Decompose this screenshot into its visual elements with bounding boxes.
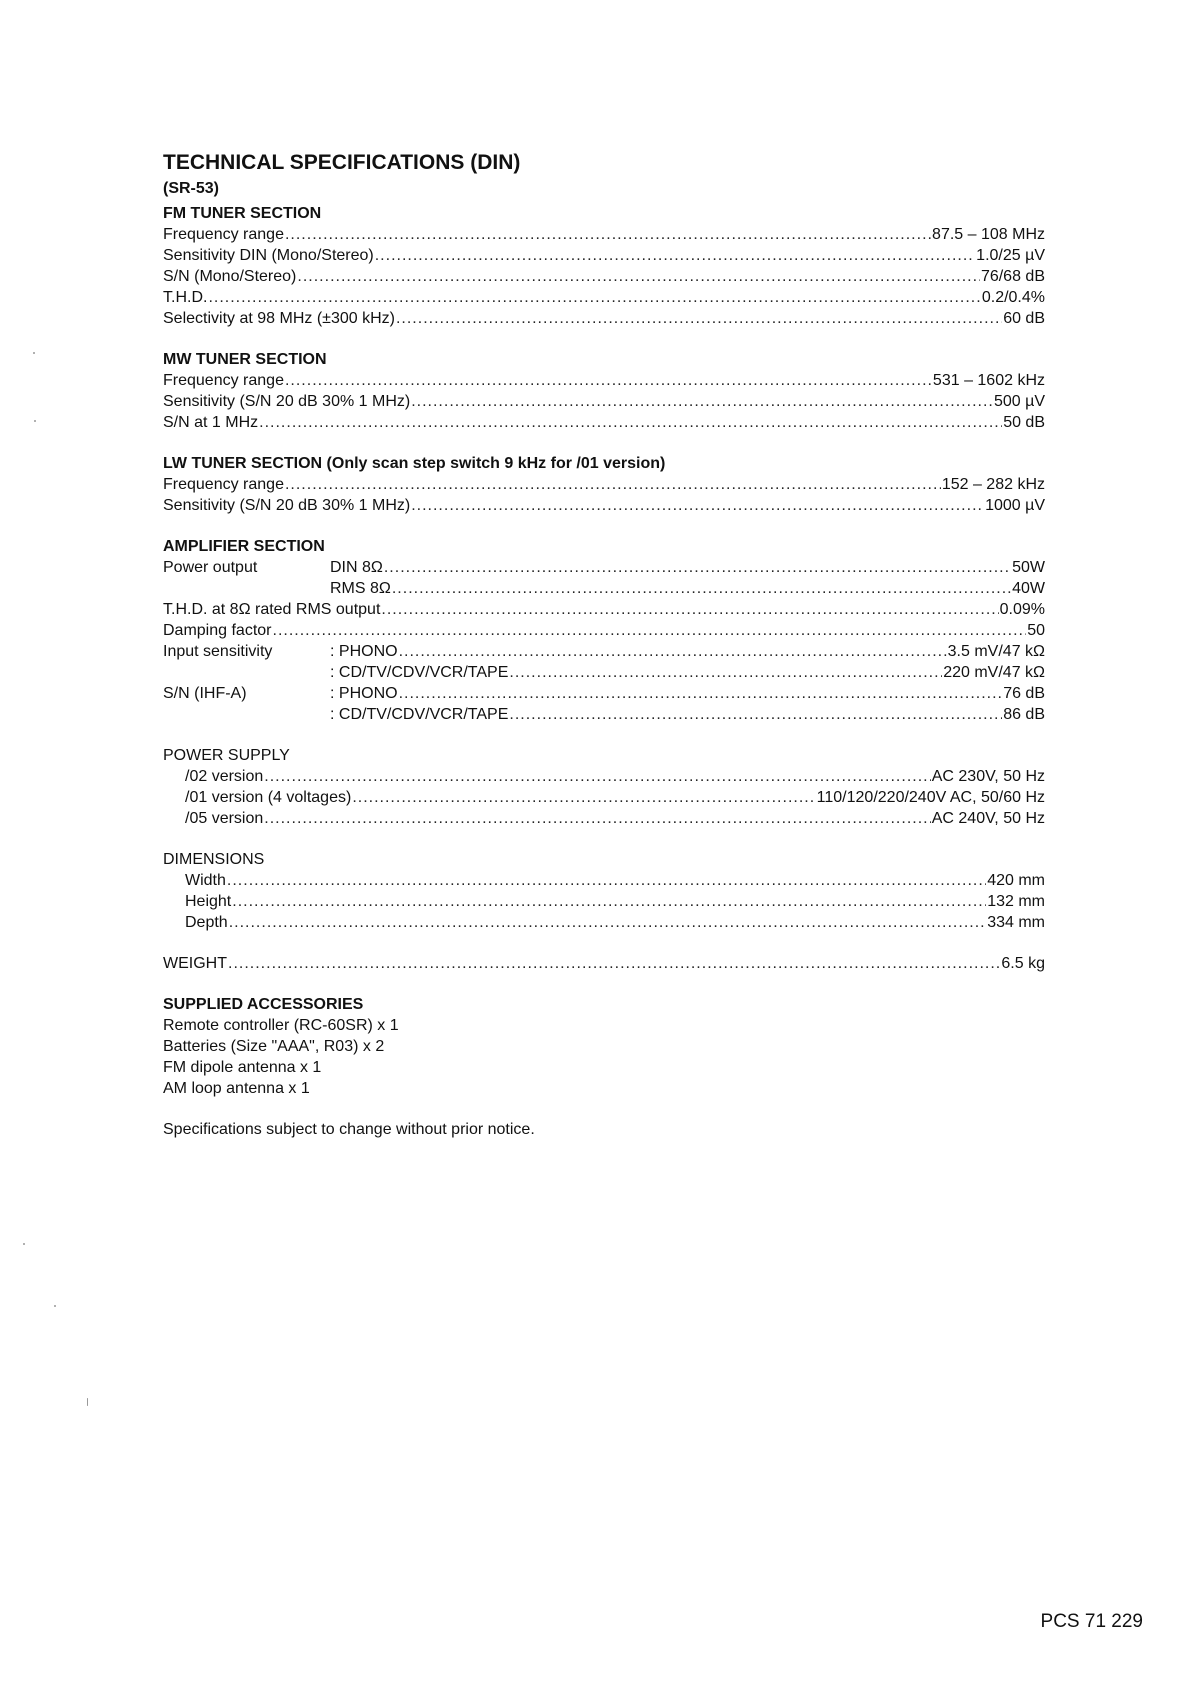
- spec-value: 76/68 dB: [980, 268, 1045, 285]
- dot-leader: [264, 766, 930, 787]
- spec-value: 76 dB: [1003, 685, 1045, 702]
- spec-sublabel: : CD/TV/CDV/VCR/TAPE: [330, 664, 509, 681]
- dot-leader: [229, 912, 987, 933]
- spec-row: [163, 662, 1045, 683]
- page-title: TECHNICAL SPECIFICATIONS (DIN): [163, 151, 521, 174]
- notice-text: Specifications subject to change without prior notice.: [163, 1121, 535, 1138]
- spec-sublabel: : CD/TV/CDV/VCR/TAPE: [330, 706, 509, 723]
- spec-row: [163, 266, 1045, 287]
- spec-value: 531 – 1602 kHz: [932, 372, 1045, 389]
- spec-row: [163, 474, 1045, 495]
- spec-label: /05 version: [185, 810, 264, 827]
- spec-row: [163, 704, 1045, 725]
- dot-leader: [381, 599, 998, 620]
- dot-leader: [259, 412, 1002, 433]
- spec-row: [163, 620, 1045, 641]
- dot-leader: [264, 808, 930, 829]
- spec-label: Input sensitivity: [163, 643, 273, 660]
- spec-value: 1000 µV: [985, 497, 1045, 514]
- document-code: PCS 71 229: [1040, 1611, 1143, 1632]
- spec-label: Selectivity at 98 MHz (±300 kHz): [163, 310, 395, 327]
- spec-row: [163, 412, 1045, 433]
- spec-row: [163, 641, 1045, 662]
- section-heading: LW TUNER SECTION (Only scan step switch 9 kHz for /01 version): [163, 455, 666, 472]
- spec-value: 500 µV: [993, 393, 1045, 410]
- spec-value: 334 mm: [987, 914, 1045, 931]
- spec-label: S/N at 1 MHz: [163, 414, 259, 431]
- dot-leader: [285, 224, 931, 245]
- section-heading: AMPLIFIER SECTION: [163, 538, 325, 555]
- spec-row: [163, 683, 1045, 704]
- dot-leader: [352, 787, 815, 808]
- spec-sublabel: RMS 8Ω: [330, 580, 391, 597]
- spec-sublabel: : PHONO: [330, 643, 398, 660]
- dot-leader: [227, 870, 986, 891]
- model-number: (SR-53): [163, 180, 220, 197]
- spec-row: [163, 391, 1045, 412]
- spec-label: Damping factor: [163, 622, 272, 639]
- spec-value: 0.09%: [999, 601, 1045, 618]
- dot-leader: [392, 578, 1011, 599]
- section-heading: POWER SUPPLY: [163, 747, 290, 764]
- fm-tuner-section: [163, 203, 1045, 329]
- spec-value: 86 dB: [1003, 706, 1045, 723]
- dot-leader: [208, 287, 980, 308]
- dimensions-section: [163, 849, 1045, 933]
- scan-speck: [87, 1398, 88, 1406]
- spec-row: [163, 578, 1045, 599]
- spec-row: [163, 557, 1045, 578]
- spec-row: [163, 808, 1045, 829]
- spec-value: 6.5 kg: [1001, 955, 1045, 972]
- scan-speck: [34, 420, 36, 422]
- spec-value: 420 mm: [987, 872, 1045, 889]
- dot-leader: [509, 704, 1002, 725]
- dot-leader: [297, 266, 980, 287]
- weight-section: [163, 953, 1045, 974]
- list-item: AM loop antenna x 1: [163, 1080, 310, 1097]
- dot-leader: [399, 683, 1003, 704]
- spec-label: S/N (Mono/Stereo): [163, 268, 297, 285]
- spec-row: [163, 245, 1045, 266]
- spec-row: [163, 787, 1045, 808]
- dot-leader: [228, 953, 1000, 974]
- spec-label: T.H.D.: [163, 289, 208, 306]
- spec-row: [163, 891, 1045, 912]
- scan-speck: [54, 1305, 56, 1307]
- spec-row: [163, 912, 1045, 933]
- spec-row: [163, 308, 1045, 329]
- spec-row: [163, 953, 1045, 974]
- dot-leader: [232, 891, 986, 912]
- section-heading: MW TUNER SECTION: [163, 351, 327, 368]
- lw-tuner-section: [163, 453, 1045, 516]
- spec-value: 3.5 mV/47 kΩ: [947, 643, 1045, 660]
- section-heading: DIMENSIONS: [163, 851, 265, 868]
- spec-label: /02 version: [185, 768, 264, 785]
- spec-value: AC 230V, 50 Hz: [931, 768, 1045, 785]
- spec-sublabel: : PHONO: [330, 685, 398, 702]
- list-item: Remote controller (RC-60SR) x 1: [163, 1017, 399, 1034]
- spec-row: [163, 870, 1045, 891]
- dot-leader: [399, 641, 947, 662]
- list-item: FM dipole antenna x 1: [163, 1059, 322, 1076]
- list-item: Batteries (Size "AAA", R03) x 2: [163, 1038, 385, 1055]
- spec-label: Width: [185, 872, 226, 889]
- spec-label: Sensitivity DIN (Mono/Stereo): [163, 247, 374, 264]
- spec-value: 60 dB: [1003, 310, 1045, 327]
- dot-leader: [384, 557, 1011, 578]
- spec-label: S/N (IHF-A): [163, 685, 247, 702]
- spec-label: T.H.D. at 8Ω rated RMS output: [163, 601, 381, 618]
- spec-value: 50: [1027, 622, 1045, 639]
- dot-leader: [285, 370, 932, 391]
- spec-value: 87.5 – 108 MHz: [932, 226, 1045, 243]
- spec-label: Power output: [163, 559, 258, 576]
- spec-row: [163, 224, 1045, 245]
- spec-label: Sensitivity (S/N 20 dB 30% 1 MHz): [163, 497, 411, 514]
- dot-leader: [509, 662, 942, 683]
- spec-label: Height: [185, 893, 232, 910]
- spec-content: [163, 150, 1045, 1140]
- dot-leader: [285, 474, 941, 495]
- spec-value: 0.2/0.4%: [981, 289, 1045, 306]
- spec-value: 132 mm: [987, 893, 1045, 910]
- spec-label: Depth: [185, 914, 228, 931]
- spec-label: Frequency range: [163, 476, 284, 493]
- spec-value: 40W: [1012, 580, 1045, 597]
- spec-row: [163, 287, 1045, 308]
- amplifier-section: [163, 536, 1045, 725]
- spec-value: 220 mV/47 kΩ: [943, 664, 1045, 681]
- scan-speck: [23, 1243, 25, 1245]
- dot-leader: [411, 495, 984, 516]
- scan-speck: [33, 352, 35, 354]
- spec-value: 110/120/220/240V AC, 50/60 Hz: [816, 789, 1045, 806]
- spec-value: 50 dB: [1003, 414, 1045, 431]
- dot-leader: [396, 308, 1002, 329]
- accessories-section: [163, 994, 1045, 1099]
- dot-leader: [273, 620, 1027, 641]
- spec-value: 50W: [1012, 559, 1045, 576]
- spec-label: WEIGHT: [163, 955, 227, 972]
- spec-row: [163, 766, 1045, 787]
- spec-row: [163, 599, 1045, 620]
- section-heading: SUPPLIED ACCESSORIES: [163, 996, 364, 1013]
- spec-value: AC 240V, 50 Hz: [931, 810, 1045, 827]
- spec-label: Frequency range: [163, 372, 284, 389]
- spec-sublabel: DIN 8Ω: [330, 559, 383, 576]
- spec-value: 1.0/25 µV: [976, 247, 1045, 264]
- power-supply-section: [163, 745, 1045, 829]
- spec-label: Frequency range: [163, 226, 284, 243]
- spec-label: Sensitivity (S/N 20 dB 30% 1 MHz): [163, 393, 411, 410]
- spec-label: /01 version (4 voltages): [185, 789, 352, 806]
- dot-leader: [411, 391, 993, 412]
- mw-tuner-section: [163, 349, 1045, 433]
- spec-row: [163, 370, 1045, 391]
- spec-row: [163, 495, 1045, 516]
- spec-value: 152 – 282 kHz: [941, 476, 1045, 493]
- section-heading: FM TUNER SECTION: [163, 205, 322, 222]
- dot-leader: [375, 245, 975, 266]
